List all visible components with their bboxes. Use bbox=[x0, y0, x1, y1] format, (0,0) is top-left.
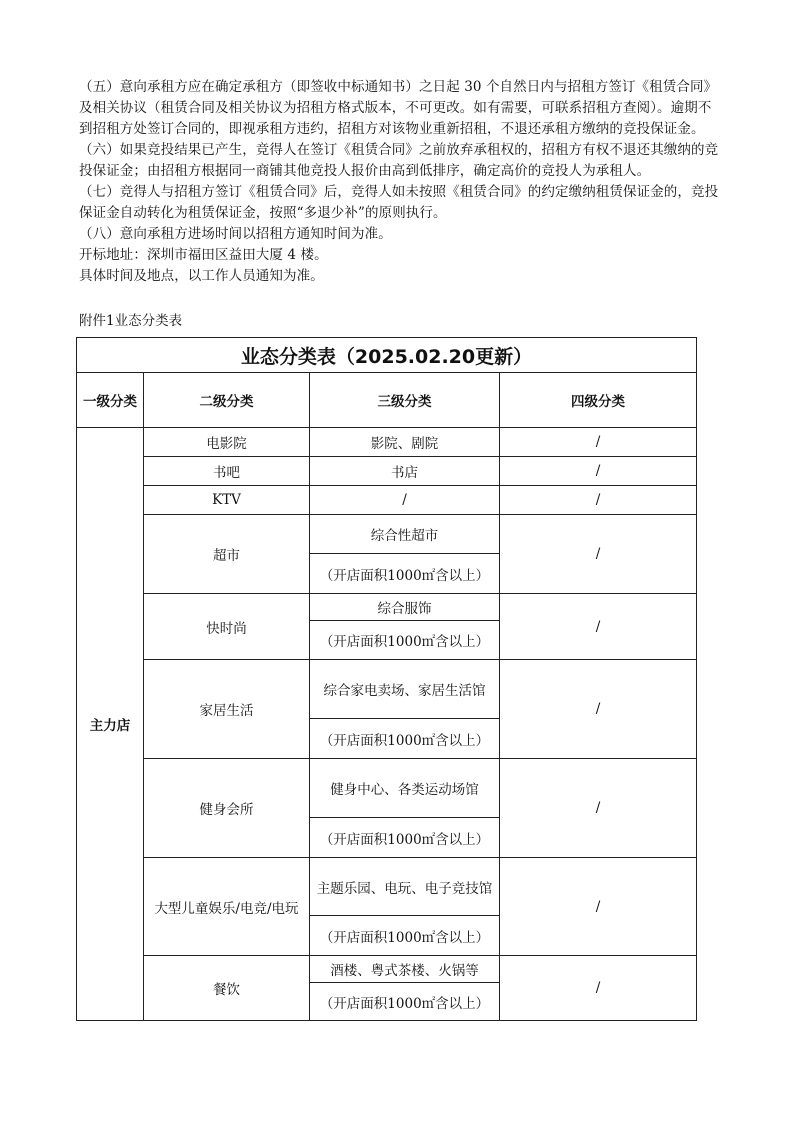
time-location-note: 具体时间及地点，以工作人员通知为准。 bbox=[79, 268, 324, 284]
header-level3: 三级分类 bbox=[310, 373, 500, 428]
level2-cell: 超市 bbox=[144, 515, 310, 594]
level2-cell: 快时尚 bbox=[144, 594, 310, 660]
level4-cell: / bbox=[500, 457, 697, 486]
bid-address: 开标地址：深圳市福田区益田大厦 4 楼。 bbox=[79, 247, 328, 263]
level2-cell: 餐饮 bbox=[144, 956, 310, 1021]
level4-cell: / bbox=[500, 515, 697, 594]
level2-cell: 大型儿童娱乐/电竞/电玩 bbox=[144, 858, 310, 956]
level3-note-cell: （开店面积1000㎡含以上） bbox=[310, 818, 500, 858]
level3-cell: 综合服饰 bbox=[310, 594, 500, 621]
level4-cell: / bbox=[500, 759, 697, 858]
level3-cell: 综合性超市 bbox=[310, 515, 500, 554]
level3-note-cell: （开店面积1000㎡含以上） bbox=[310, 983, 500, 1021]
level3-note-cell: （开店面积1000㎡含以上） bbox=[310, 554, 500, 594]
level4-cell: / bbox=[500, 956, 697, 1021]
level2-cell: 家居生活 bbox=[144, 660, 310, 759]
level4-cell: / bbox=[500, 428, 697, 457]
level2-cell: KTV bbox=[144, 486, 310, 515]
level3-cell: 主题乐园、电玩、电子竞技馆 bbox=[310, 858, 500, 916]
level4-cell: / bbox=[500, 594, 697, 660]
level2-cell: 书吧 bbox=[144, 457, 310, 486]
level2-cell: 健身会所 bbox=[144, 759, 310, 858]
level3-note-cell: （开店面积1000㎡含以上） bbox=[310, 916, 500, 956]
header-level2: 二级分类 bbox=[144, 373, 310, 428]
body-text bbox=[79, 77, 723, 287]
level3-cell: 影院、剧院 bbox=[310, 428, 500, 457]
attachment-caption: 附件1业态分类表 bbox=[79, 313, 183, 329]
level3-cell: 酒楼、粤式茶楼、火锅等 bbox=[310, 956, 500, 983]
paragraph-6: （六）如果竞投结果已产生，竞得人在签订《租赁合同》之前放弃承租权的，招租方有权不退还其缴纳的竞投保证金；由招租方根据同一商铺其他竞投人报价由高到低排序，确定高价的竞投人为承租人。 bbox=[79, 142, 719, 179]
level3-cell: 综合家电卖场、家居生活馆 bbox=[310, 660, 500, 719]
table-title: 业态分类表（2025.02.20更新） bbox=[77, 338, 697, 373]
business-type-table bbox=[76, 337, 697, 1021]
paragraph-5: （五）意向承租方应在确定承租方（即签收中标通知书）之日起 30 个自然日内与招租方签订《租赁合同》及相关协议（租赁合同及相关协议为招租方格式版本，不可更改。如有需要，可联系招租方查阅）。逾期不到招租方处签订合同的，即视承租方违约，招租方对该物业重新招租，不退还承租方缴纳的竞投保证金。 bbox=[79, 79, 718, 137]
level2-cell: 电影院 bbox=[144, 428, 310, 457]
header-level4: 四级分类 bbox=[500, 373, 697, 428]
level3-cell: / bbox=[310, 486, 500, 515]
paragraph-7: （七）竞得人与招租方签订《租赁合同》后，竞得人如未按照《租赁合同》的约定缴纳租赁保证金的，竞投保证金自动转化为租赁保证金，按照“多退少补”的原则执行。 bbox=[79, 184, 719, 221]
header-level1: 一级分类 bbox=[77, 373, 144, 428]
level4-cell: / bbox=[500, 858, 697, 956]
level3-note-cell: （开店面积1000㎡含以上） bbox=[310, 719, 500, 759]
level4-cell: / bbox=[500, 486, 697, 515]
level3-cell: 书店 bbox=[310, 457, 500, 486]
level3-cell: 健身中心、各类运动场馆 bbox=[310, 759, 500, 818]
level1-cell: 主力店 bbox=[77, 428, 144, 1021]
level4-cell: / bbox=[500, 660, 697, 759]
level3-note-cell: （开店面积1000㎡含以上） bbox=[310, 621, 500, 660]
paragraph-8: （八）意向承租方进场时间以招租方通知时间为准。 bbox=[79, 226, 392, 242]
